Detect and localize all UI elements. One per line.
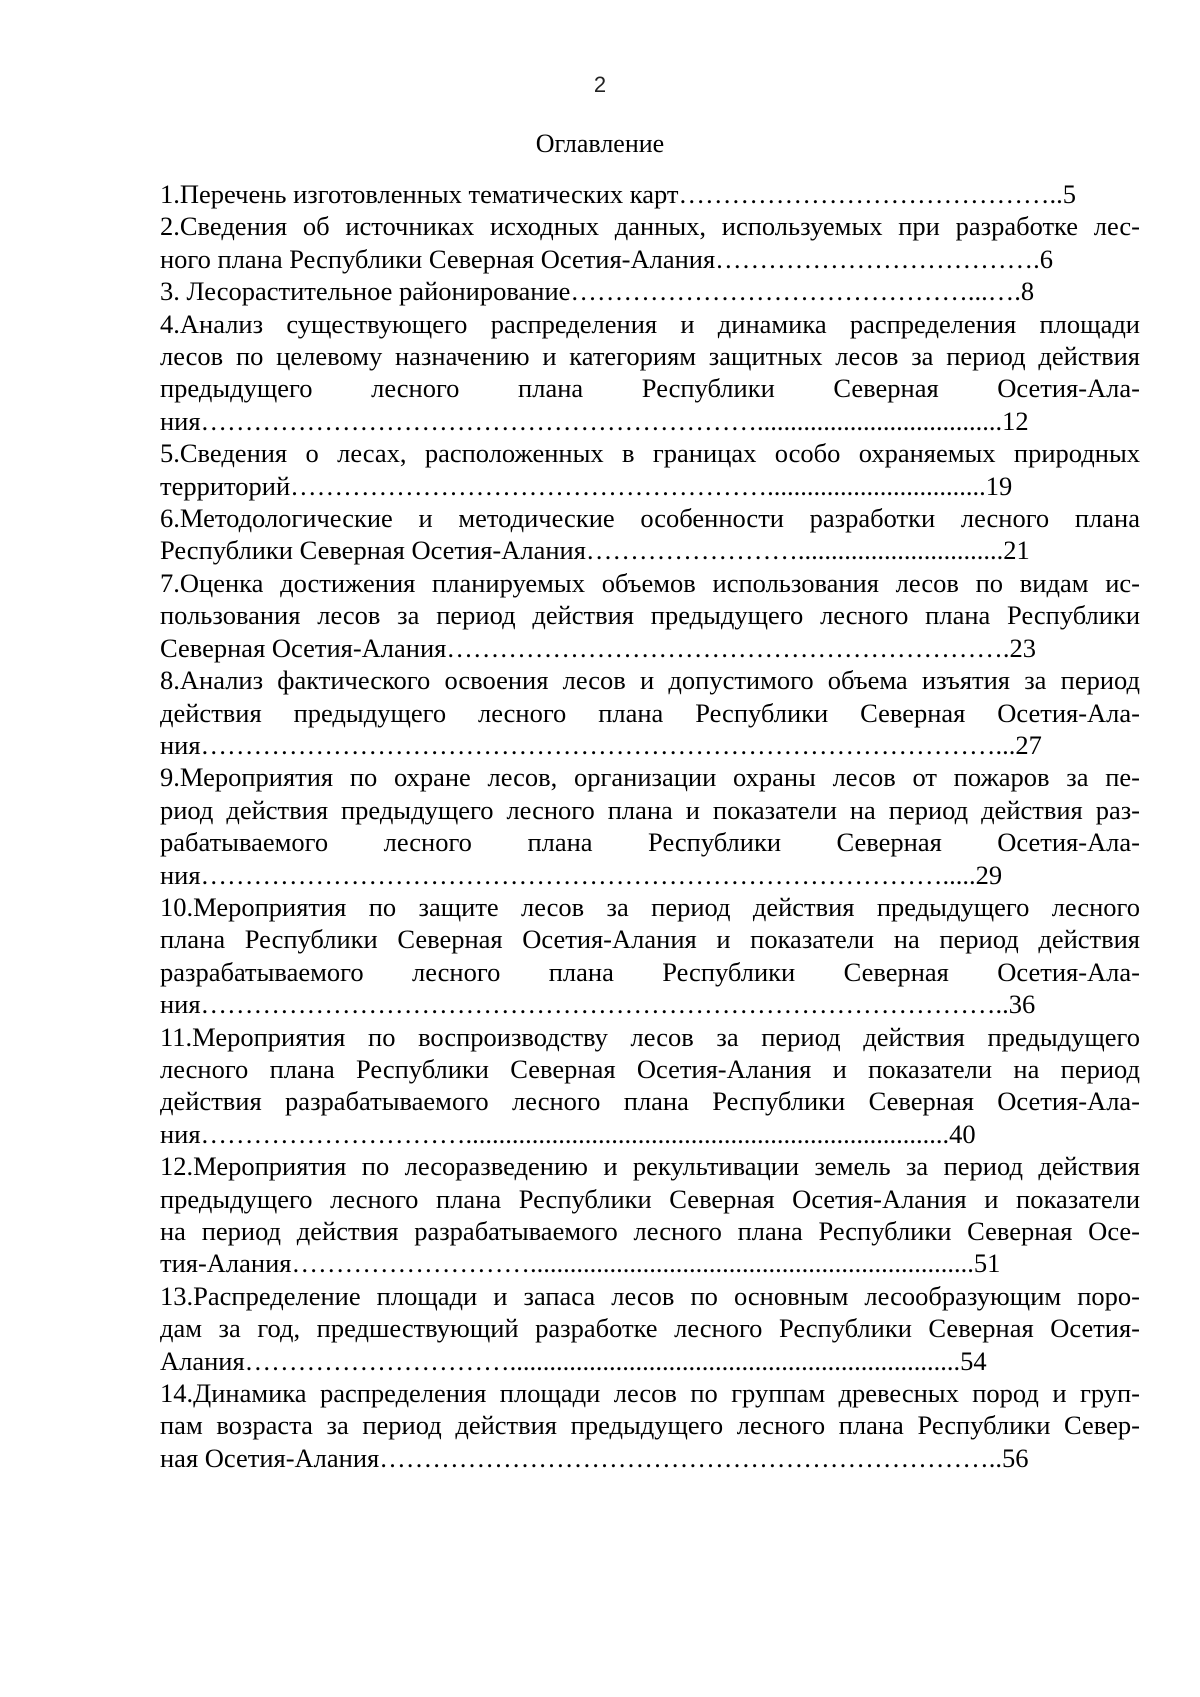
toc-entry: [160, 1377, 1140, 1474]
toc-line: лесного плана Республики Северная Осетия-Алания и показатели на период: [160, 1053, 1140, 1084]
toc-line: ная Осетия-Алания……………………………………………………………..56: [160, 1442, 1029, 1473]
toc-entry: [160, 1150, 1140, 1280]
toc-line: ния………………………………………………………………………………...27: [160, 729, 1042, 760]
toc-line: 4.Анализ существующего распределения и динамика распределения площади: [160, 308, 1140, 339]
toc-entry: [160, 437, 1140, 502]
toc-line: 11.Мероприятия по воспроизводству лесов за период действия предыдущего: [160, 1021, 1140, 1052]
toc-line: тия-Алания………………………...................................................................51: [160, 1248, 1001, 1279]
toc-line: 9.Мероприятия по охране лесов, организации охраны лесов от пожаров за пе-: [160, 762, 1140, 793]
toc-line: Северная Осетия-Алания……………………………………………………….23: [160, 632, 1036, 663]
toc-line: Алания…………………………....................................................................54: [160, 1345, 987, 1376]
toc-line: 14.Динамика распределения площади лесов по группам древесных пород и груп-: [160, 1378, 1140, 1409]
toc-entry: [160, 308, 1140, 438]
toc-line: пам возраста за период действия предыдущего лесного плана Республики Север-: [160, 1410, 1140, 1441]
toc-entry: [160, 567, 1140, 664]
toc-line: ния……………………………………………………….....................................12: [160, 405, 1029, 436]
toc-line: 7.Оценка достижения планируемых объемов использования лесов по видам ис-: [160, 567, 1140, 598]
toc-line: 8.Анализ фактического освоения лесов и допустимого объема изъятия за период: [160, 665, 1140, 696]
toc-entry: [160, 275, 1140, 307]
toc-line: дам за год, предшествующий разработке лесного Республики Северная Осетия-: [160, 1313, 1140, 1344]
toc-line: ния………………………….........................................................................40: [160, 1118, 976, 1149]
toc-title: Оглавление: [535, 129, 665, 158]
toc-line: 12.Мероприятия по лесоразведению и рекультивации земель за период действия: [160, 1151, 1140, 1182]
toc-line: территорий……………………………………………….................................19: [160, 470, 1013, 501]
toc-entry: [160, 1021, 1140, 1151]
table-of-contents: [160, 178, 1140, 1474]
toc-entry: [160, 891, 1140, 1021]
toc-line: ния………………………………………………………………………………..36: [160, 989, 1036, 1020]
page-number: 2: [593, 72, 607, 97]
toc-line: пользования лесов за период действия предыдущего лесного плана Республики: [160, 600, 1140, 631]
toc-line: плана Республики Северная Осетия-Алания и показатели на период действия: [160, 924, 1140, 955]
toc-line: ного плана Республики Северная Осетия-Алания……………………………….6: [160, 243, 1054, 274]
toc-line: на период действия разрабатываемого лесного плана Республики Северная Осе-: [160, 1216, 1140, 1246]
toc-line: 10.Мероприятия по защите лесов за период действия предыдущего лесного: [160, 891, 1140, 922]
toc-line: разрабатываемого лесного плана Республики Северная Осетия-Ала-: [160, 956, 1140, 987]
toc-line: 5.Сведения о лесах, расположенных в границах особо охраняемых природных: [160, 438, 1140, 469]
toc-line: лесов по целевому назначению и категориям защитных лесов за период действия: [160, 341, 1140, 372]
toc-entry: [160, 502, 1140, 567]
toc-line: действия предыдущего лесного плана Республики Северная Осетия-Ала-: [160, 697, 1140, 728]
toc-line: Республики Северная Осетия-Алания……………………...............................21: [160, 535, 1030, 566]
toc-line: 1.Перечень изготовленных тематических карт……………………………………..5: [160, 179, 1076, 209]
toc-line: 6.Методологические и методические особенности разработки лесного плана: [160, 503, 1140, 534]
toc-line: предыдущего лесного плана Республики Северная Осетия-Ала-: [160, 373, 1140, 404]
toc-line: 13.Распределение площади и запаса лесов по основным лесообразующим поро-: [160, 1280, 1140, 1311]
toc-line: рабатываемого лесного плана Республики Северная Осетия-Ала-: [160, 827, 1140, 858]
toc-line: 2.Сведения об источниках исходных данных, используемых при разработке лес-: [160, 211, 1140, 242]
toc-entry: [160, 1280, 1140, 1377]
toc-line: риод действия предыдущего лесного плана и показатели на период действия раз-: [160, 794, 1140, 825]
toc-entry: [160, 178, 1140, 210]
toc-line: предыдущего лесного плана Республики Северная Осетия-Алания и показатели: [160, 1183, 1140, 1214]
toc-entry: [160, 210, 1140, 275]
toc-line: действия разрабатываемого лесного плана Республики Северная Осетия-Ала-: [160, 1086, 1140, 1117]
toc-line: 3. Лесорастительное районирование………………………………………...….8: [160, 276, 1035, 307]
toc-entry: [160, 761, 1140, 891]
toc-line: ния………………………………………………………………………….....29: [160, 859, 1003, 890]
toc-entry: [160, 664, 1140, 761]
